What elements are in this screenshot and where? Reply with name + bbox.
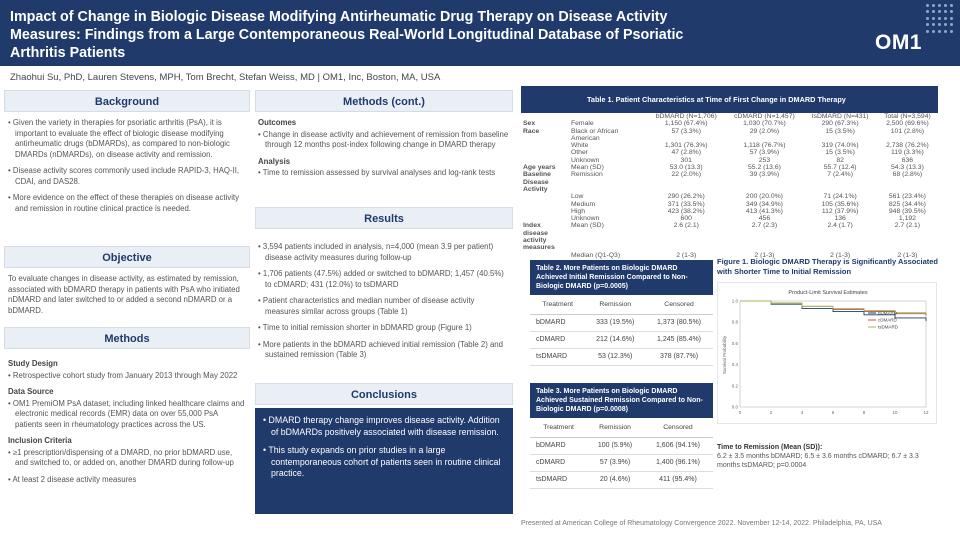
table-cell bbox=[521, 149, 569, 156]
background-bullet: • Disease activity scores commonly used include RAPID-3, HAQ-II, CDAI, and DAS28. bbox=[8, 166, 240, 186]
table-cell: 1,150 (67.4%) bbox=[664, 120, 708, 128]
table-cell: Mean (SD) bbox=[571, 222, 604, 230]
table-cell: 2.7 (2.3) bbox=[751, 222, 778, 230]
methods-cont-text bbox=[258, 114, 510, 185]
table-row bbox=[521, 157, 938, 164]
table-cell bbox=[521, 215, 569, 222]
table2-col-header: Censored bbox=[645, 295, 713, 315]
table-cell: 200 (20.0%) bbox=[745, 193, 783, 201]
table-cell: 1,030 (70.7%) bbox=[743, 120, 786, 128]
chart-plot-title: Product-Limit Survival Estimates bbox=[788, 290, 868, 296]
y-tick-label: 0.6 bbox=[731, 340, 738, 346]
background-bullet: • Given the variety in therapies for psoriatic arthritis (PsA), it is important to evaluate the effect of biologic disease modifying antirheumatic drugs (bDMARDs), as compared to non-biologic DMARDs (nDMARDs), on disease activity and remission. bbox=[8, 118, 230, 159]
table-cell: 2,738 (76.2%) bbox=[886, 142, 929, 150]
x-tick-label: 4 bbox=[800, 410, 804, 415]
table-cell: 561 (23.4%) bbox=[888, 193, 926, 201]
inclusion-bullet: • At least 2 disease activity measures bbox=[8, 474, 137, 484]
dots-decoration-icon bbox=[926, 4, 956, 34]
y-tick-label: 0.0 bbox=[731, 404, 738, 410]
table-cell: 1,245 (85.4%) bbox=[645, 332, 713, 349]
background-text bbox=[8, 118, 246, 220]
methods-cont-heading: Methods (cont.) bbox=[255, 90, 513, 112]
table1-col-header: cDMARD (N=1,457) bbox=[734, 113, 795, 120]
table-cell: 253 bbox=[758, 156, 771, 164]
table-cell: 1,373 (80.5%) bbox=[645, 315, 713, 332]
time-to-remission-text: 6.2 ± 3.5 months bDMARD; 6.5 ± 3.6 months cDMARD; 6.7 ± 3.3 months tsDMARD; p=0.0004 bbox=[717, 453, 919, 469]
y-tick-label: 0.8 bbox=[731, 319, 738, 325]
table-cell: tsDMARD bbox=[530, 349, 585, 366]
footer-citation: Presented at American College of Rheumatology Convergence 2022. November 12-14, 2022. Philadelphia, PA, USA bbox=[521, 520, 882, 527]
table-row bbox=[530, 472, 713, 489]
table-cell: 1,400 (96.1%) bbox=[643, 455, 713, 472]
table-cell: 319 (74.0%) bbox=[821, 142, 859, 150]
table-cell: 825 (34.4%) bbox=[888, 200, 926, 208]
table-row bbox=[521, 215, 938, 222]
outcomes-text: • Change in disease activity and achievement of remission from baseline through 12 months post-index following change in DMARD therapy bbox=[258, 129, 509, 149]
table-cell: High bbox=[571, 207, 585, 215]
table-cell: 100 (5.9%) bbox=[587, 438, 643, 455]
table-cell: Unknown bbox=[571, 156, 600, 164]
methods-text bbox=[8, 355, 246, 491]
table-cell: 212 (14.6%) bbox=[585, 332, 645, 349]
table3-col-header: Censored bbox=[643, 418, 713, 438]
table-cell bbox=[521, 157, 569, 164]
figure1-title: Figure 1. Biologic DMARD Therapy is Significantly Associated with Shorter Time to Initial Remission bbox=[717, 257, 939, 276]
table-cell: 378 (87.7%) bbox=[645, 349, 713, 366]
table-cell: 2.7 (2.1) bbox=[894, 222, 921, 230]
table-cell: 55.2 (13.6) bbox=[748, 164, 781, 172]
table-row bbox=[521, 164, 938, 171]
table-cell: 119 (3.3%) bbox=[891, 149, 924, 157]
table2-grid bbox=[530, 295, 713, 366]
survival-chart-svg bbox=[718, 283, 938, 425]
table-row bbox=[521, 142, 938, 149]
table-cell: 112 (37.9%) bbox=[821, 207, 859, 215]
x-tick-label: 6 bbox=[831, 410, 835, 415]
table2 bbox=[530, 260, 713, 366]
table-cell: 1,301 (76.3%) bbox=[664, 142, 708, 150]
y-tick-label: 0.2 bbox=[731, 383, 738, 389]
table-cell: 29 (2.0%) bbox=[749, 127, 780, 135]
table-cell: 7 (2.4%) bbox=[827, 171, 853, 179]
table3-title: Table 3. More Patients on Biologic DMARD Achieved Sustained Remission Compared to Non-Biologic DMARD (p=0.0008) bbox=[530, 383, 713, 418]
table-cell: 53 (12.3%) bbox=[585, 349, 645, 366]
header-banner bbox=[0, 0, 960, 66]
table-cell: Median (Q1-Q3) bbox=[571, 251, 621, 259]
legend-label: tsDMARD bbox=[878, 324, 898, 330]
table-cell: Black or African American bbox=[571, 127, 619, 142]
table2-col-header: Remission bbox=[585, 295, 645, 315]
table-cell: 15 (3.5%) bbox=[825, 127, 855, 135]
table-cell: cDMARD bbox=[530, 455, 587, 472]
table-cell: 71 (24.1%) bbox=[823, 193, 857, 201]
poster-title: Impact of Change in Biologic Disease Modifying Antirheumatic Drug Therapy on Disease Activity Measures: Findings from a Large Contemporaneous Real-World Longitudinal Database of Psoriatic Arthritis Patients bbox=[10, 9, 684, 61]
table-cell: 105 (35.6%) bbox=[821, 200, 859, 208]
table-cell: 39 (3.9%) bbox=[749, 171, 780, 179]
background-bullet: • More evidence on the effect of these therapies on disease activity and remission in routine clinical practice is needed. bbox=[8, 193, 239, 213]
table-cell: 2.4 (1.7) bbox=[827, 222, 853, 230]
results-bullet: • 1,706 patients (47.5%) added or switched to bDMARD; 1,457 (40.5%) to cDMARD; 431 (12.0%) to tsDMARD bbox=[258, 269, 504, 289]
table-cell: Index disease activity measures bbox=[523, 222, 555, 252]
om1-logo: OM1 bbox=[874, 31, 922, 54]
table1-col-header: Total (N=3,594) bbox=[884, 113, 931, 120]
table-cell: 136 bbox=[834, 215, 846, 223]
inclusion-bullet: • ≥1 prescription/dispensing of a DMARD, no prior bDMARD use, and switched to, or added on, another DMARD during follow-up bbox=[8, 447, 234, 467]
table-cell: 1,606 (94.1%) bbox=[643, 438, 713, 455]
plot-frame bbox=[740, 301, 926, 407]
legend-label: bDMARD bbox=[878, 310, 898, 316]
conclusions-bullet: • DMARD therapy change improves disease activity. Addition of bDMARDs positively associated with disease remission. bbox=[263, 415, 500, 437]
table-row bbox=[521, 193, 938, 200]
table-row bbox=[521, 201, 938, 208]
background-heading: Background bbox=[4, 90, 250, 112]
table1-title: Table 1. Patient Characteristics at Time of First Change in DMARD Therapy bbox=[521, 86, 938, 113]
data-source-text: • OM1 PremiOM PsA dataset, including linked healthcare claims and electronic medical records (EMR) data on over 55,000 PsA patients seen in rheumatology practices across the US. bbox=[8, 398, 245, 429]
table-cell: 456 bbox=[758, 215, 771, 223]
table-cell: Medium bbox=[571, 200, 596, 208]
table2-title: Table 2. More Patients on Biologic DMARD Achieved Initial Remission Compared to Non-Biologic DMARD (p=0.0005) bbox=[530, 260, 713, 295]
table-cell: 82 bbox=[836, 156, 844, 164]
study-design-heading: Study Design bbox=[8, 359, 58, 368]
x-tick-label: 0 bbox=[738, 410, 742, 415]
results-heading: Results bbox=[255, 207, 513, 229]
table-cell bbox=[521, 252, 569, 259]
table-cell: 349 (34.9%) bbox=[745, 200, 783, 208]
table-cell: 68 (2.8%) bbox=[892, 171, 923, 179]
x-tick-label: 10 bbox=[892, 410, 898, 415]
table-row bbox=[530, 438, 713, 455]
table1-grid bbox=[521, 113, 938, 259]
table-cell bbox=[521, 208, 569, 215]
table-cell: 57 (3.9%) bbox=[587, 455, 643, 472]
objective-text: To evaluate changes in disease activity, as estimated by remission, associated with bDMARD therapy in patients with PsA who initiated nDMARD and later switched to or added a second nDMARD or a bDMARD. bbox=[8, 274, 240, 315]
table-cell: 636 bbox=[901, 156, 914, 164]
table-cell: Unknown bbox=[571, 215, 600, 223]
table-cell: 57 (3.3%) bbox=[671, 127, 701, 135]
table-row bbox=[521, 149, 938, 156]
table-cell: 1,118 (76.7%) bbox=[743, 142, 786, 150]
study-design-text: • Retrospective cohort study from January 2013 through May 2022 bbox=[8, 370, 238, 380]
table3-grid bbox=[530, 418, 713, 489]
table-cell: 22 (2.0%) bbox=[671, 171, 701, 179]
table1-col-header: bDMARD (N=1,706) bbox=[655, 113, 717, 120]
table1-col-header: tsDMARD (N=431) bbox=[811, 113, 869, 120]
table-cell: tsDMARD bbox=[530, 472, 587, 489]
table-cell: 2 (1-3) bbox=[676, 251, 697, 259]
table-cell: bDMARD bbox=[530, 315, 585, 332]
objective-heading: Objective bbox=[4, 246, 250, 268]
table-cell: 301 bbox=[680, 156, 692, 164]
table-cell: 15 (3.5%) bbox=[825, 149, 855, 157]
table-cell: 423 (38.2%) bbox=[667, 207, 705, 215]
methods-heading: Methods bbox=[4, 327, 250, 349]
table-row bbox=[521, 208, 938, 215]
table-row bbox=[521, 222, 938, 251]
table-cell: 2 (1-3) bbox=[897, 251, 918, 259]
legend-label: cDMARD bbox=[878, 317, 897, 323]
table1-header-row bbox=[521, 113, 938, 120]
series-line-bdmard bbox=[740, 301, 926, 321]
table-cell: White bbox=[571, 142, 589, 150]
table-cell: Low bbox=[571, 193, 584, 201]
table-cell: Female bbox=[571, 120, 594, 128]
survival-chart bbox=[717, 282, 937, 424]
table-cell: Other bbox=[571, 149, 588, 157]
table-cell: bDMARD bbox=[530, 438, 587, 455]
table-cell: 290 (26.2%) bbox=[667, 193, 705, 201]
table2-col-header: Treatment bbox=[530, 295, 585, 315]
author-line: Zhaohui Su, PhD, Lauren Stevens, MPH, Tom Brecht, Stefan Weiss, MD | OM1, Inc, Boston, MA, USA bbox=[10, 72, 441, 83]
table-cell: 2.6 (2.1) bbox=[673, 222, 699, 230]
time-to-remission-heading: Time to Remission (Mean (SD)): bbox=[717, 444, 823, 451]
x-tick-label: 12 bbox=[923, 410, 929, 415]
analysis-heading: Analysis bbox=[258, 156, 291, 166]
table3-col-header: Treatment bbox=[530, 418, 587, 438]
table-cell: Baseline Disease Activity bbox=[523, 171, 551, 193]
table-cell: 413 (41.3%) bbox=[745, 207, 783, 215]
table-cell: 57 (3.9%) bbox=[749, 149, 780, 157]
y-tick-label: 1.0 bbox=[731, 298, 738, 304]
table1 bbox=[521, 86, 938, 259]
table-cell: 411 (95.4%) bbox=[643, 472, 713, 489]
conclusions-heading: Conclusions bbox=[255, 383, 513, 405]
table-row bbox=[521, 171, 938, 193]
table-cell: Age years bbox=[523, 164, 556, 172]
outcomes-heading: Outcomes bbox=[258, 118, 297, 127]
table-row bbox=[521, 128, 938, 143]
data-source-heading: Data Source bbox=[8, 387, 54, 396]
table-row bbox=[521, 120, 938, 127]
table-row bbox=[530, 332, 713, 349]
conclusions-box bbox=[255, 408, 513, 514]
time-to-remission bbox=[717, 443, 939, 470]
table-cell: 47 (2.8%) bbox=[671, 149, 701, 157]
table-cell: 371 (33.5%) bbox=[667, 200, 705, 208]
results-text bbox=[258, 242, 510, 367]
table-cell: Remission bbox=[571, 171, 603, 179]
table-cell bbox=[521, 193, 569, 200]
x-tick-label: 2 bbox=[769, 410, 773, 415]
table-cell: 290 (67.3%) bbox=[821, 120, 859, 128]
analysis-text: • Time to remission assessed by survival analyses and log-rank tests bbox=[258, 168, 496, 177]
table-cell: Race bbox=[523, 127, 540, 135]
table-cell: 2 (1-3) bbox=[754, 251, 775, 259]
table-cell: 55.7 (12.4) bbox=[823, 164, 857, 172]
table3-col-header: Remission bbox=[587, 418, 643, 438]
table-cell: Mean (SD) bbox=[571, 164, 604, 172]
conclusions-bullet: • This study expands on prior studies in a large contemporaneous cohort of patients seen in routine clinical practice. bbox=[263, 445, 501, 479]
table-cell: 54.3 (13.3) bbox=[890, 164, 924, 172]
table-cell bbox=[521, 142, 569, 149]
table-cell: 101 (2.8%) bbox=[890, 127, 925, 135]
table-row bbox=[530, 315, 713, 332]
inclusion-heading: Inclusion Criteria bbox=[8, 436, 72, 445]
chart-ylabel: Survival Probability bbox=[722, 335, 727, 375]
table-cell: 1,192 bbox=[898, 215, 916, 223]
table-cell: 600 bbox=[680, 215, 692, 223]
table-cell: 948 (39.5%) bbox=[888, 207, 926, 215]
table3 bbox=[530, 383, 713, 489]
results-bullet: • 3,594 patients included in analysis, n=4,000 (mean 3.9 per patient) disease activity measures during follow-up bbox=[258, 242, 494, 262]
table-row bbox=[530, 349, 713, 366]
y-tick-label: 0.4 bbox=[731, 362, 738, 368]
x-tick-label: 8 bbox=[862, 410, 866, 415]
results-bullet: • More patients in the bDMARD achieved initial remission (Table 2) and sustained remission (Table 3) bbox=[258, 339, 503, 359]
table-cell bbox=[521, 201, 569, 208]
table-cell: 2 (1-3) bbox=[830, 251, 851, 259]
results-bullet: • Time to initial remission shorter in bDMARD group (Figure 1) bbox=[258, 323, 472, 332]
table-row bbox=[530, 455, 713, 472]
table-cell: Sex bbox=[523, 120, 536, 128]
table-cell: 20 (4.6%) bbox=[587, 472, 643, 489]
table-cell: 53.0 (13.3) bbox=[669, 164, 703, 172]
table-cell: cDMARD bbox=[530, 332, 585, 349]
results-bullet: • Patient characteristics and median number of disease activity measures similar across groups (Table 1) bbox=[258, 296, 475, 316]
table-cell: 333 (19.5%) bbox=[585, 315, 645, 332]
table-cell: 2,500 (69.6%) bbox=[886, 120, 929, 128]
